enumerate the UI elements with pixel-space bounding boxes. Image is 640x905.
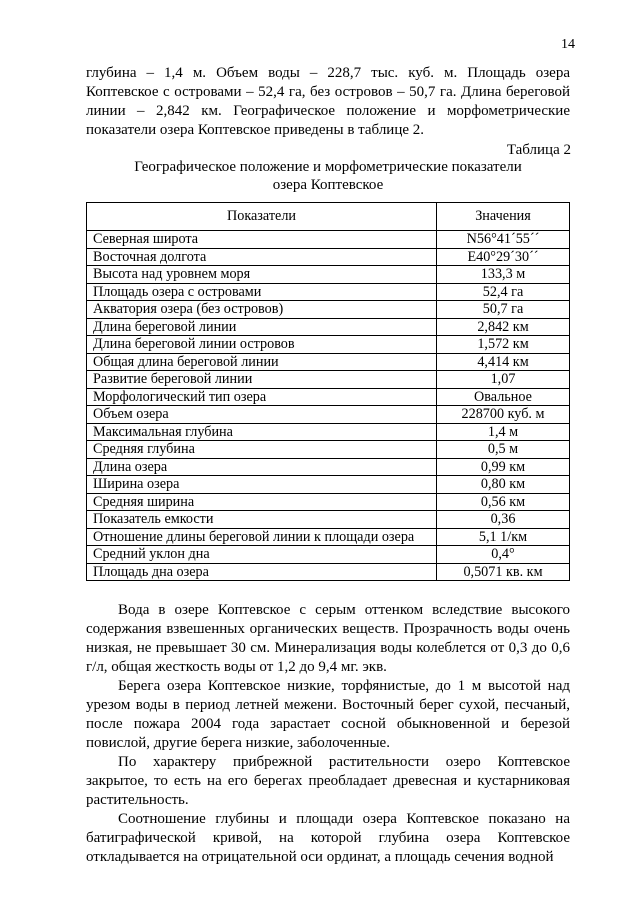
- indicator-cell: Площадь озера с островами: [87, 283, 437, 301]
- indicator-cell: Площадь дна озера: [87, 563, 437, 581]
- value-cell: 1,07: [437, 371, 570, 389]
- body-paragraph: Берега озера Коптевское низкие, торфянистые, до 1 м высотой над урезом воды в период летней межени. Восточный берег сухой, песчаный, после пожара 2004 года зарастает сосной обыкновенной и березой повислой, другие берега низкие, заболоченные.: [86, 678, 570, 751]
- table-row: [87, 406, 570, 424]
- table-row: [87, 441, 570, 459]
- indicator-cell: Акватория озера (без островов): [87, 301, 437, 319]
- indicator-cell: Максимальная глубина: [87, 423, 437, 441]
- table-row: [87, 546, 570, 564]
- morphometric-table: [86, 202, 570, 581]
- indicator-cell: Объем озера: [87, 406, 437, 424]
- indicator-cell: Длина береговой линии островов: [87, 336, 437, 354]
- value-cell: 50,7 га: [437, 301, 570, 319]
- value-cell: 0,4°: [437, 546, 570, 564]
- value-cell: 1,572 км: [437, 336, 570, 354]
- value-cell: N56°41´55´´: [437, 231, 570, 249]
- value-cell: 0,80 км: [437, 476, 570, 494]
- table-row: [87, 283, 570, 301]
- indicator-cell: Длина береговой линии: [87, 318, 437, 336]
- value-cell: 0,5 м: [437, 441, 570, 459]
- value-cell: 0,36: [437, 511, 570, 529]
- indicator-cell: Морфологический тип озера: [87, 388, 437, 406]
- indicator-cell: Общая длина береговой линии: [87, 353, 437, 371]
- value-cell: 52,4 га: [437, 283, 570, 301]
- table-row: [87, 528, 570, 546]
- value-cell: E40°29´30´´: [437, 248, 570, 266]
- table-body: [87, 231, 570, 581]
- intro-paragraph: глубина – 1,4 м. Объем воды – 228,7 тыс. куб. м. Площадь озера Коптевское с островами – 52,4 га, без островов – 50,7 га. Длина береговой линии – 2,842 км. Географическое положение и морфометрические показатели озера Коптевское приведены в таблице 2.: [86, 65, 570, 138]
- value-cell: Овальное: [437, 388, 570, 406]
- indicator-cell: Высота над уровнем моря: [87, 266, 437, 284]
- table-row: [87, 336, 570, 354]
- table-row: [87, 476, 570, 494]
- indicator-cell: Северная широта: [87, 231, 437, 249]
- indicator-cell: Отношение длины береговой линии к площади озера: [87, 528, 437, 546]
- table-label: Таблица 2: [506, 142, 571, 158]
- body-text: [86, 601, 570, 867]
- column-header-indicator: Показатели: [87, 203, 437, 231]
- table-title-line-2: озера Коптевское: [272, 177, 384, 193]
- indicator-cell: Средняя ширина: [87, 493, 437, 511]
- value-cell: 0,5071 кв. км: [437, 563, 570, 581]
- indicator-cell: Восточная долгота: [87, 248, 437, 266]
- table-row: [87, 248, 570, 266]
- table-row: [87, 371, 570, 389]
- indicator-cell: Длина озера: [87, 458, 437, 476]
- table-row: [87, 511, 570, 529]
- table-row: [87, 353, 570, 371]
- indicator-cell: Средняя глубина: [87, 441, 437, 459]
- table-row: [87, 301, 570, 319]
- value-cell: 4,414 км: [437, 353, 570, 371]
- indicator-cell: Ширина озера: [87, 476, 437, 494]
- indicator-cell: Средний уклон дна: [87, 546, 437, 564]
- body-paragraph: По характеру прибрежной растительности озеро Коптевское закрытое, то есть на его берегах преобладает древесная и кустарниковая растительность.: [86, 754, 570, 808]
- column-header-value: Значения: [437, 203, 570, 231]
- body-paragraph: Вода в озере Коптевское с серым оттенком вследствие высокого содержания взвешенных органических веществ. Прозрачность воды очень низкая, не превышает 30 см. Минерализация воды колеблется от 0,3 до 0,6 г/л, общая жесткость воды от 1,2 до 9,4 мг. экв.: [86, 602, 570, 675]
- value-cell: 2,842 км: [437, 318, 570, 336]
- table-header-row: [87, 203, 570, 231]
- value-cell: 228700 куб. м: [437, 406, 570, 424]
- table-row: [87, 493, 570, 511]
- value-cell: 5,1 1/км: [437, 528, 570, 546]
- indicator-cell: Развитие береговой линии: [87, 371, 437, 389]
- table-title-line-1: Географическое положение и морфометрические показатели: [134, 159, 522, 175]
- table-row: [87, 231, 570, 249]
- value-cell: 0,99 км: [437, 458, 570, 476]
- table-row: [87, 458, 570, 476]
- value-cell: 0,56 км: [437, 493, 570, 511]
- table-row: [87, 563, 570, 581]
- table-title: [86, 158, 570, 194]
- table-row: [87, 423, 570, 441]
- value-cell: 1,4 м: [437, 423, 570, 441]
- body-paragraph: Соотношение глубины и площади озера Коптевское показано на батиграфической кривой, на которой глубина озера Коптевское откладывается на отрицательной оси ординат, а площадь сечения водной: [86, 811, 570, 865]
- page-number: 14: [561, 37, 575, 52]
- table-row: [87, 318, 570, 336]
- value-cell: 133,3 м: [437, 266, 570, 284]
- table-row: [87, 388, 570, 406]
- indicator-cell: Показатель емкости: [87, 511, 437, 529]
- table-row: [87, 266, 570, 284]
